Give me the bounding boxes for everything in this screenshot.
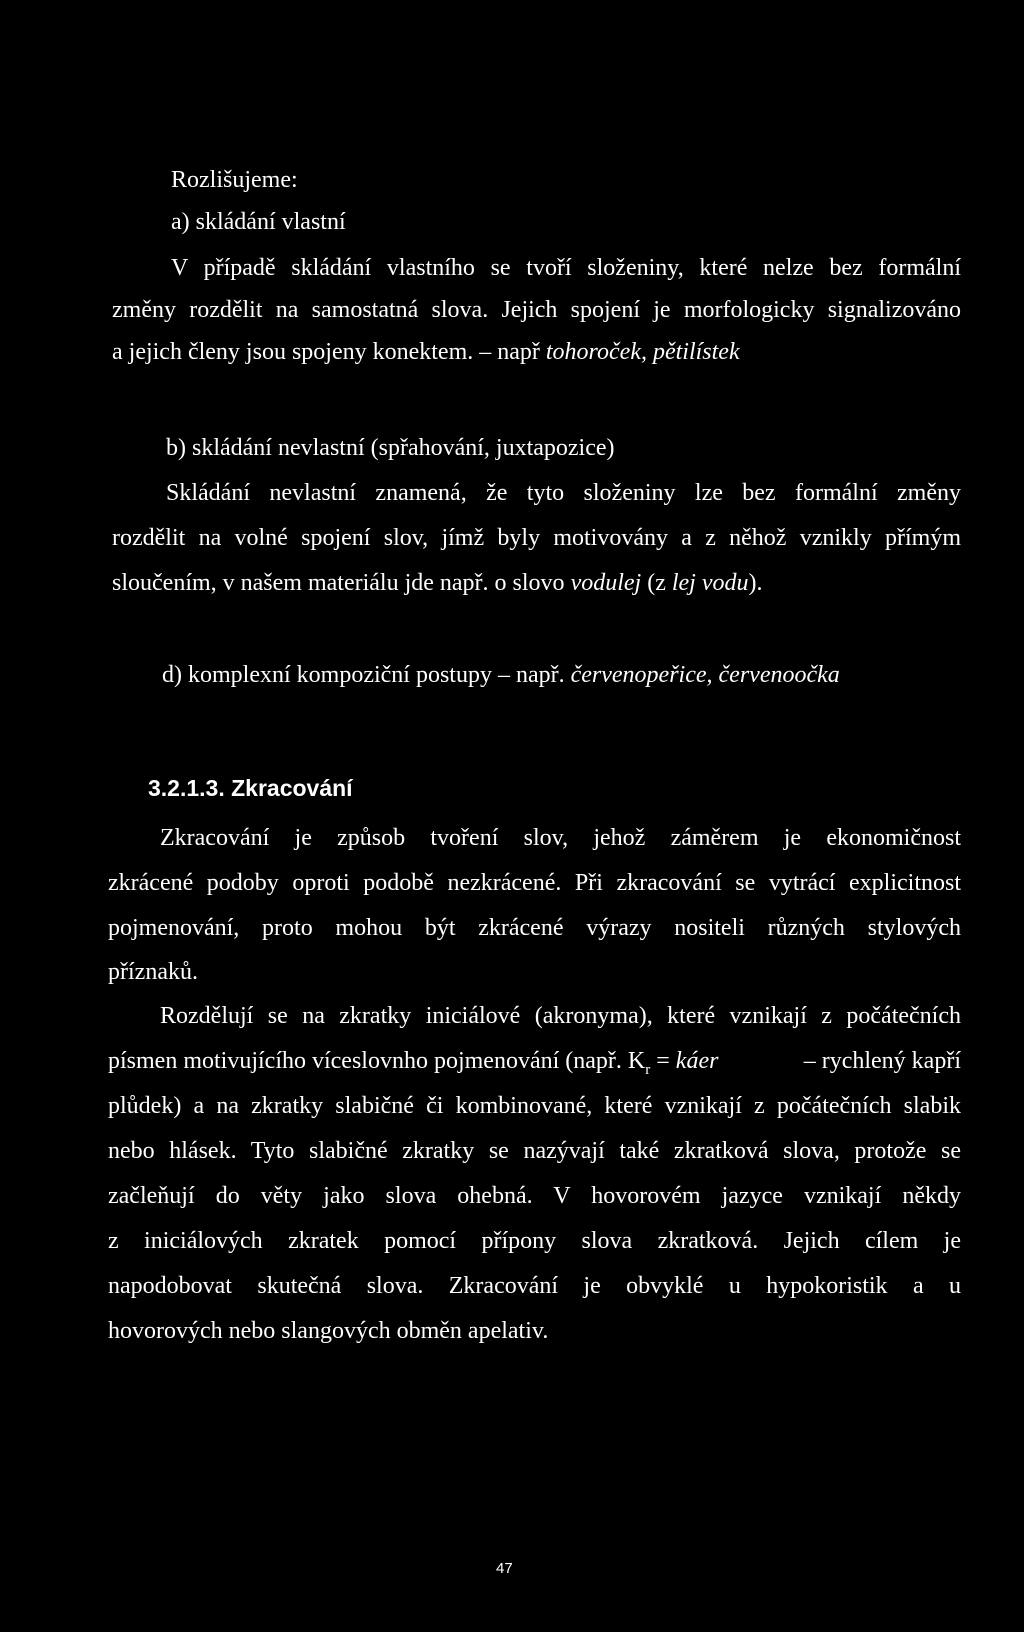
paragraph-z2-line-2-end: – rychlený kapří bbox=[803, 1048, 961, 1074]
paragraph-z1-line-3 bbox=[108, 916, 961, 940]
page-number-text: 47 bbox=[496, 1560, 513, 1577]
paragraph-z2-line-8-text: hovorových nebo slangových obměn apelativ. bbox=[108, 1318, 549, 1344]
subscript-r: r bbox=[645, 1061, 651, 1078]
paragraph-z2-line-4-text: nebo hlásek. Tyto slabičné zkratky se nazývají také zkratková slova, protože se bbox=[108, 1138, 961, 1164]
paragraph-z2-line-1-text: Rozdělují se na zkratky iniciálové (akronyma), které vznikají z počátečních bbox=[160, 1003, 961, 1029]
paragraph-z1-line-1-text: Zkracování je způsob tvoření slov, jehož záměrem je ekonomičnost bbox=[160, 825, 961, 851]
paragraph-z2-line-5 bbox=[108, 1184, 961, 1208]
intro-line bbox=[171, 168, 298, 192]
paragraph-z2-line-8 bbox=[108, 1319, 548, 1343]
paragraph-z2-line-2 bbox=[108, 1049, 961, 1078]
equals-sign: = bbox=[650, 1048, 676, 1074]
paragraph-b-line-3 bbox=[112, 571, 763, 595]
page-number bbox=[496, 1561, 513, 1576]
example-word-kaer: káer bbox=[675, 1048, 719, 1074]
paragraph-a-line-3 bbox=[112, 340, 740, 364]
paragraph-a-line-1 bbox=[171, 256, 961, 280]
subsection-b-title bbox=[166, 436, 615, 460]
paragraph-z1-line-4 bbox=[108, 960, 198, 984]
paragraph-z2-line-2-left bbox=[108, 1049, 718, 1078]
paragraph-a-line-3-text: a jejich členy jsou spojeny konektem. – např bbox=[112, 339, 546, 365]
subsection-d-text: d) komplexní kompoziční postupy – např. bbox=[162, 662, 571, 688]
paragraph-z2-line-2-text: písmen motivujícího víceslovnho pojmenování (např. K bbox=[108, 1048, 646, 1074]
paragraph-b-line-1 bbox=[166, 481, 961, 505]
paragraph-z1-line-2-text: zkrácené podoby oproti podobě nezkrácené. Při zkracování se vytrácí explicitnost bbox=[108, 870, 961, 896]
example-word-vodulej: vodulej bbox=[570, 570, 642, 596]
paragraph-z2-line-6-text: z iniciálových zkratek pomocí přípony slova zkratková. Jejich cílem je bbox=[108, 1228, 961, 1254]
section-heading-text: 3.2.1.3. Zkracování bbox=[148, 775, 353, 801]
paragraph-z2-line-5-text: začleňují do věty jako slova ohebná. V hovorovém jazyce vznikají někdy bbox=[108, 1183, 961, 1209]
subsection-d-line bbox=[162, 663, 840, 687]
paragraph-z1-line-2 bbox=[108, 871, 961, 895]
subsection-a-title bbox=[171, 210, 346, 234]
paragraph-a-line-2-text: změny rozdělit na samostatná slova. Jejich spojení je morfologicky signalizováno bbox=[112, 297, 961, 323]
paragraph-a-line-2 bbox=[112, 298, 961, 322]
paragraph-b-line-1-text: Skládání nevlastní znamená, že tyto složeniny lze bez formální změny bbox=[166, 480, 961, 506]
intro-text: Rozlišujeme: bbox=[171, 167, 298, 193]
paragraph-a-line-1-text: V případě skládání vlastního se tvoří složeniny, které nelze bez formální bbox=[171, 255, 961, 281]
paragraph-b-line-3-text: sloučením, v našem materiálu jde např. o slovo bbox=[112, 570, 571, 596]
paragraph-z2-line-7 bbox=[108, 1274, 961, 1298]
section-heading bbox=[148, 777, 353, 800]
paragraph-a-example-words: tohoroček, pětilístek bbox=[545, 339, 740, 365]
paragraph-b-line-3-end: ). bbox=[748, 570, 763, 596]
paragraph-z1-line-1 bbox=[160, 826, 961, 850]
paragraph-b-line-2-text: rozdělit na volné spojení slov, jímž byly motivovány a z něhož vznikly přímým bbox=[112, 525, 961, 551]
paragraph-z2-line-3 bbox=[108, 1094, 961, 1118]
paragraph-z1-line-3-text: pojmenování, proto mohou být zkrácené výrazy nositeli různých stylových bbox=[108, 915, 961, 941]
paragraph-b-line-3-paren: (z bbox=[641, 570, 672, 596]
example-phrase-lej-vodu: lej vodu bbox=[671, 570, 749, 596]
paragraph-z2-line-7-text: napodobovat skutečná slova. Zkracování je obvyklé u hypokoristik a u bbox=[108, 1273, 961, 1299]
paragraph-z2-line-3-text: plůdek) a na zkratky slabičné či kombinované, které vznikají z počátečních slabik bbox=[108, 1093, 961, 1119]
paragraph-z1-line-4-text: příznaků. bbox=[108, 959, 198, 985]
paragraph-b-line-2 bbox=[112, 526, 961, 550]
subsection-d-example-words: červenopeřice, červenoočka bbox=[570, 662, 840, 688]
paragraph-z2-line-6 bbox=[108, 1229, 961, 1253]
subsection-b-title-text: b) skládání nevlastní (spřahování, juxtapozice) bbox=[166, 435, 615, 461]
paragraph-z2-line-4 bbox=[108, 1139, 961, 1163]
paragraph-z2-line-1 bbox=[160, 1004, 961, 1028]
subsection-a-title-text: a) skládání vlastní bbox=[171, 209, 346, 235]
